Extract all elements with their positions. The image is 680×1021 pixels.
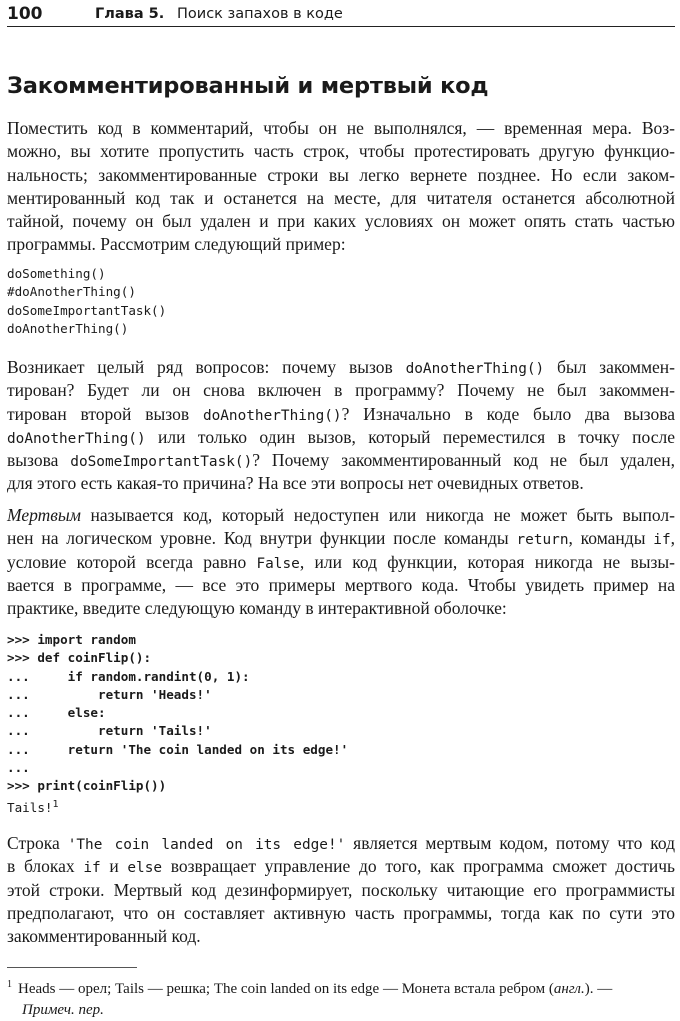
inline-code: else [127, 860, 163, 877]
text-line: Поместить код в комментарий, чтобы он не выполнялся, — временная мера. Воз- [7, 118, 675, 138]
chapter-title: Поиск запахов в коде [177, 6, 343, 22]
text-line: предполагают, что он составляет активную часть программы, тогда как по сути это [7, 902, 675, 923]
text-run: называется код, который недоступен или никогда не может быть выпол- [80, 505, 675, 525]
text-run: условие которой всегда равно [7, 551, 257, 572]
text-line [7, 832, 675, 855]
text-line: программы. Рассмотрим следующий пример: [7, 234, 346, 255]
inline-code: if [83, 860, 101, 877]
text-run: вызова [7, 450, 71, 471]
text-run: ? Почему закомментированный код не был удален, [252, 450, 675, 471]
translator-note: Примеч. пер. [22, 1002, 104, 1018]
text-run: , команды [568, 528, 654, 549]
inline-code: doAnotherThing() [202, 407, 342, 424]
footnote-reference: 1 [52, 799, 59, 810]
text-run: Строка [7, 833, 68, 853]
text-line [7, 855, 675, 878]
code-block-coinflip: >>> import random >>> def coinFlip(): ... if random.randint(0, 1): ... return 'Heads!' ... else: ... return 'Tails!' ... return 'The coin landed on its edge!' ... >>> print(coinFlip()) [7, 632, 349, 794]
text-run: тирован второй вызов [7, 403, 203, 424]
inline-code: 'The coin landed on its edge!' [67, 837, 346, 853]
text-line: закомментированный код. [7, 926, 201, 947]
inline-code: False [256, 555, 300, 572]
text-run: нен на логическом уровне. Код внутри функции после команды [7, 528, 517, 549]
text-line: вается в программе, — все это примеры мертвого кода. Чтобы увидеть пример на [7, 574, 675, 595]
text-line: практике, введите следующую команду в интерактивной оболочке: [7, 598, 507, 619]
text-line [7, 551, 675, 574]
paragraph-dead-code [7, 504, 675, 620]
text-line [7, 403, 675, 426]
running-header [7, 4, 675, 27]
text-line [7, 527, 675, 550]
footnote-divider [7, 967, 137, 968]
paragraph-questions [7, 356, 675, 496]
text-line: для этого есть какая-то причина? На все эти вопросы нет очевидных ответов. [7, 473, 584, 494]
text-run: , или код функции, которая никогда не вызы- [299, 551, 675, 572]
page-number: 100 [7, 4, 43, 24]
text-line: ментированный код так и останется на месте, для читателя останется абсолютной [7, 187, 675, 208]
section-title: Закомментированный и мертвый код [7, 73, 489, 99]
paragraph-intro [7, 117, 675, 257]
inline-code: return [516, 532, 569, 549]
text-run: ? Изначально в коде было два вызова [341, 403, 675, 424]
footnote-line [7, 1000, 675, 1021]
text-line [7, 504, 675, 527]
text-run: является мертвым кодом, потому что код [345, 833, 676, 853]
text-run: был закоммен- [544, 357, 675, 377]
inline-code: doSomeImportantTask() [70, 454, 253, 471]
emphasis-term: Мертвым [7, 505, 81, 525]
text-run: Возникает целый ряд вопросов: почему вызов [7, 357, 406, 377]
text-line [7, 356, 675, 379]
output-text: Tails! [7, 800, 53, 816]
footnote-line [7, 974, 675, 1000]
paragraph-explanation [7, 832, 675, 948]
text-line [7, 426, 675, 449]
text-run: ). — [584, 981, 613, 997]
emphasis-term: англ. [553, 981, 585, 997]
inline-code: doAnotherThing() [7, 430, 146, 447]
text-run: , [670, 528, 675, 549]
text-run: или только один вызов, который переместился в точку после [145, 426, 675, 447]
text-line: можно, вы хотите пропустить часть строк, чтобы протестировать другую функцио- [7, 141, 675, 162]
text-line: тайной, почему он был удален и при каких условиях он может опять стать частью [7, 211, 675, 232]
text-run: в блоках [7, 856, 84, 877]
text-run: возвращает управление до того, как программа сможет достичь [162, 856, 676, 877]
code-block-commented: doSomething() #doAnotherThing() doSomeImportantTask() doAnotherThing() [7, 266, 167, 336]
text-run: Heads — орел; Tails — решка; The coin landed on its edge — Монета встала ребром ( [18, 981, 554, 997]
text-line: этой строки. Мертвый код дезинформирует, поскольку читающие его программисты [7, 879, 675, 900]
text-run: и [100, 856, 128, 877]
text-line: нальность; закомментированные строки вы легко вернете позднее. Но если заком- [7, 164, 675, 185]
footnote-mark: 1 [7, 979, 12, 990]
inline-code: if [653, 532, 671, 549]
text-line: тирован? Будет ли он снова включен в программу? Почему не был закоммен- [7, 380, 675, 401]
inline-code: doAnotherThing() [405, 361, 545, 377]
chapter-label: Глава 5. [95, 6, 165, 22]
footnote [7, 974, 675, 1021]
code-output [7, 796, 59, 817]
text-line [7, 449, 675, 472]
